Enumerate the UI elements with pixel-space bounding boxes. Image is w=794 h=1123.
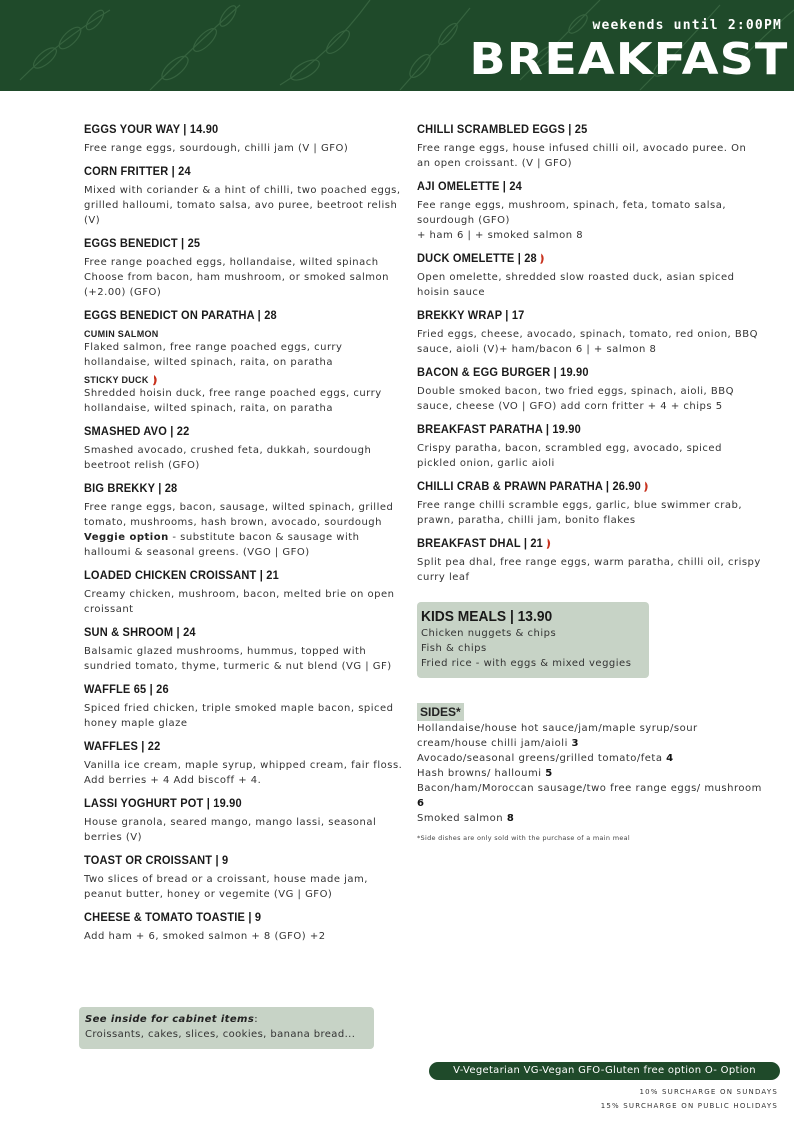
cabinet-items-box <box>79 1007 374 1049</box>
item-name: BREKKY WRAP | 17 <box>417 308 525 322</box>
menu-item <box>84 479 406 560</box>
item-name: BACON & EGG BURGER | 19.90 <box>417 365 589 379</box>
sides-title: SIDES* <box>417 703 464 721</box>
chilli-icon <box>546 538 552 550</box>
item-desc: Smashed avocado, crushed feta, dukkah, sourdough beetroot relish (GFO) <box>84 445 372 472</box>
chilli-icon <box>644 481 650 493</box>
menu-item <box>84 737 406 788</box>
veggie-label: Veggie option <box>84 532 169 544</box>
menu-column-left <box>84 120 406 950</box>
item-desc: Open omelette, shredded slow roasted duck, asian spiced hoisin sauce <box>417 272 735 298</box>
menu-item <box>417 249 762 300</box>
item-desc: Two slices of bread or a croissant, house made jam, peanut butter, honey or vegemite (VG | GFO) <box>84 874 368 901</box>
menu-item <box>417 363 762 414</box>
side-price: 4 <box>666 753 674 764</box>
item-desc: Free range eggs, house infused chilli oil, avocado puree. On an open croissant. (V | GFO) <box>417 143 747 169</box>
cabinet-title <box>85 1012 368 1027</box>
side-price: 8 <box>506 813 515 824</box>
cabinet-text: Croissants, cakes, slices, cookies, banana bread... <box>85 1029 356 1040</box>
item-name: LOADED CHICKEN CROISSANT | 21 <box>84 568 279 583</box>
chilli-icon <box>152 375 158 386</box>
sides-note: *Side dishes are only sold with the purchase of a main meal <box>417 834 631 842</box>
side-item <box>417 781 762 811</box>
menu-column-right <box>417 120 762 591</box>
item-name-text: DUCK OMELETTE | 28 <box>417 251 537 265</box>
item-desc: Fried eggs, cheese, avocado, spinach, tomato, red onion, BBQ sauce, aioli (V)+ ham/bacon 6 | + salmon 8 <box>417 329 758 355</box>
item-name: CHEESE & TOMATO TOASTIE | 9 <box>84 910 262 925</box>
side-price: 3 <box>571 738 579 749</box>
surcharge-sundays: 10% SURCHARGE ON SUNDAYS <box>639 1088 778 1096</box>
menu-item <box>84 851 406 902</box>
side-item <box>417 751 762 766</box>
menu-item <box>417 534 762 585</box>
item-name: CHILLI SCRAMBLED EGGS | 25 <box>417 122 588 136</box>
item-desc: Split pea dhal, free range eggs, warm paratha, chilli oil, crispy curry leaf <box>417 557 761 583</box>
menu-item <box>417 477 762 528</box>
dietary-legend: V-Vegetarian VG-Vegan GFO-Gluten free option O- Option <box>429 1062 780 1080</box>
menu-item <box>84 306 406 416</box>
item-name: EGGS BENEDICT ON PARATHA | 28 <box>84 308 277 322</box>
menu-item <box>84 566 406 617</box>
item-name: BIG BREKKY | 28 <box>84 481 178 496</box>
menu-item <box>84 794 406 845</box>
item-name: AJI OMELETTE | 24 <box>417 179 522 193</box>
item-name <box>417 534 734 552</box>
item-desc-extra: + ham 6 | + smoked salmon 8 <box>417 230 584 241</box>
item-desc: Creamy chicken, mushroom, bacon, melted brie on open croissant <box>84 589 395 616</box>
menu-item <box>417 120 762 171</box>
menu-item <box>84 120 406 156</box>
item-name: LASSI YOGHURT POT | 19.90 <box>84 796 242 811</box>
item-name-text: CHILLI CRAB & PRAWN PARATHA | 26.90 <box>417 479 642 493</box>
item-desc: Spiced fried chicken, triple smoked maple bacon, spiced honey maple glaze <box>84 703 394 730</box>
item-desc: Free range chilli scramble eggs, garlic, blue swimmer crab, prawn, paratha, chilli jam, bonito flakes <box>417 500 742 526</box>
kids-meal-item: Chicken nuggets & chips <box>421 628 557 639</box>
side-price: 6 <box>417 798 425 809</box>
side-price: 5 <box>545 768 553 779</box>
item-desc: Double smoked bacon, two fried eggs, spinach, aioli, BBQ sauce, cheese (VO | GFO) add corn fritter + 4 + chips 5 <box>417 386 735 412</box>
cabinet-colon: : <box>254 1014 258 1025</box>
menu-item <box>84 162 406 228</box>
item-name <box>417 477 734 495</box>
item-desc: Vanilla ice cream, maple syrup, whipped cream, fair floss. Add berries + 4 Add biscoff + 4. <box>84 760 403 787</box>
item-name: BREAKFAST PARATHA | 19.90 <box>417 422 581 436</box>
side-item <box>417 766 762 781</box>
item-name <box>417 249 734 267</box>
item-desc: Crispy paratha, bacon, scrambled egg, avocado, spiced pickled onion, garlic aioli <box>417 443 722 469</box>
item-desc-extra: Choose from bacon, ham mushroom, or smoked salmon (+2.00) (GFO) <box>84 272 389 298</box>
menu-item <box>84 422 406 473</box>
header-subtitle: weekends until 2:00PM <box>592 18 782 33</box>
menu-item <box>84 234 406 300</box>
item-name: WAFFLE 65 | 26 <box>84 682 169 697</box>
item-name-text: BREAKFAST DHAL | 21 <box>417 536 544 550</box>
sub-label-text: STICKY DUCK <box>84 375 149 385</box>
item-name: WAFFLES | 22 <box>84 739 161 754</box>
menu-item <box>417 420 762 471</box>
side-text: Hollandaise/house hot sauce/jam/maple syrup/sour cream/house chilli jam/aioli <box>417 723 698 749</box>
item-name: TOAST OR CROISSANT | 9 <box>84 853 229 868</box>
sub-label-sticky-duck <box>84 374 406 386</box>
kids-meals-box <box>417 602 649 678</box>
side-text: Avocado/seasonal greens/grilled tomato/feta <box>417 753 667 764</box>
item-desc: Free range eggs, sourdough, chilli jam (V | GFO) <box>84 143 349 154</box>
menu-item <box>84 908 406 944</box>
menu-item <box>84 680 406 731</box>
item-desc: Balsamic glazed mushrooms, hummus, topped with sundried tomato, thyme, turmeric & nut blend (VG | GF) <box>84 646 392 673</box>
item-name: EGGS YOUR WAY | 14.90 <box>84 122 219 136</box>
item-name: EGGS BENEDICT | 25 <box>84 236 201 250</box>
cabinet-title-text: See inside for cabinet items <box>85 1014 255 1025</box>
chilli-icon <box>540 253 546 265</box>
item-desc: Mixed with coriander & a hint of chilli, two poached eggs, grilled halloumi, tomato salsa, avo puree, beetroot relish (V) <box>84 185 401 226</box>
item-name: SUN & SHROOM | 24 <box>84 625 196 640</box>
side-text: Hash browns/ halloumi <box>417 768 546 779</box>
item-desc: Shredded hoisin duck, free range poached eggs, curry hollandaise, wilted spinach, raita, on paratha <box>84 388 382 415</box>
page-title: BREAKFAST <box>468 34 788 85</box>
item-desc: Free range poached eggs, hollandaise, wilted spinach <box>84 257 379 268</box>
item-name: CORN FRITTER | 24 <box>84 164 191 178</box>
veggie-option <box>84 530 406 560</box>
kids-meals-title: KIDS MEALS | 13.90 <box>421 608 553 625</box>
sub-label-cumin-salmon: CUMIN SALMON <box>84 329 159 339</box>
side-item <box>417 721 762 751</box>
item-desc: Add ham + 6, smoked salmon + 8 (GFO) +2 <box>84 931 326 943</box>
kids-meal-item: Fried rice - with eggs & mixed veggies <box>421 658 632 669</box>
item-desc: Free range eggs, bacon, sausage, wilted spinach, grilled tomato, mushrooms, hash brown, avocado, sourdough <box>84 502 394 529</box>
side-text: Bacon/ham/Moroccan sausage/two free range eggs/ mushroom <box>417 783 762 794</box>
menu-item <box>417 306 762 357</box>
item-desc: Flaked salmon, free range poached eggs, curry hollandaise, wilted spinach, raita, on paratha <box>84 342 343 368</box>
side-item <box>417 811 762 826</box>
item-name: SMASHED AVO | 22 <box>84 424 190 439</box>
menu-item <box>84 623 406 674</box>
surcharge-public-holidays: 15% SURCHARGE ON PUBLIC HOLIDAYS <box>600 1102 778 1110</box>
item-desc: Fee range eggs, mushroom, spinach, feta, tomato salsa, sourdough (GFO) <box>417 200 727 226</box>
menu-item <box>417 177 762 243</box>
side-text: Smoked salmon <box>417 813 507 824</box>
header-banner <box>0 0 794 91</box>
kids-meal-item: Fish & chips <box>421 643 487 654</box>
sides-section <box>417 701 762 842</box>
veggie-text: - substitute bacon & sausage with halloumi & seasonal greens. (VGO | GFO) <box>84 532 360 559</box>
item-desc: House granola, seared mango, mango lassi, seasonal berries (V) <box>84 817 377 844</box>
